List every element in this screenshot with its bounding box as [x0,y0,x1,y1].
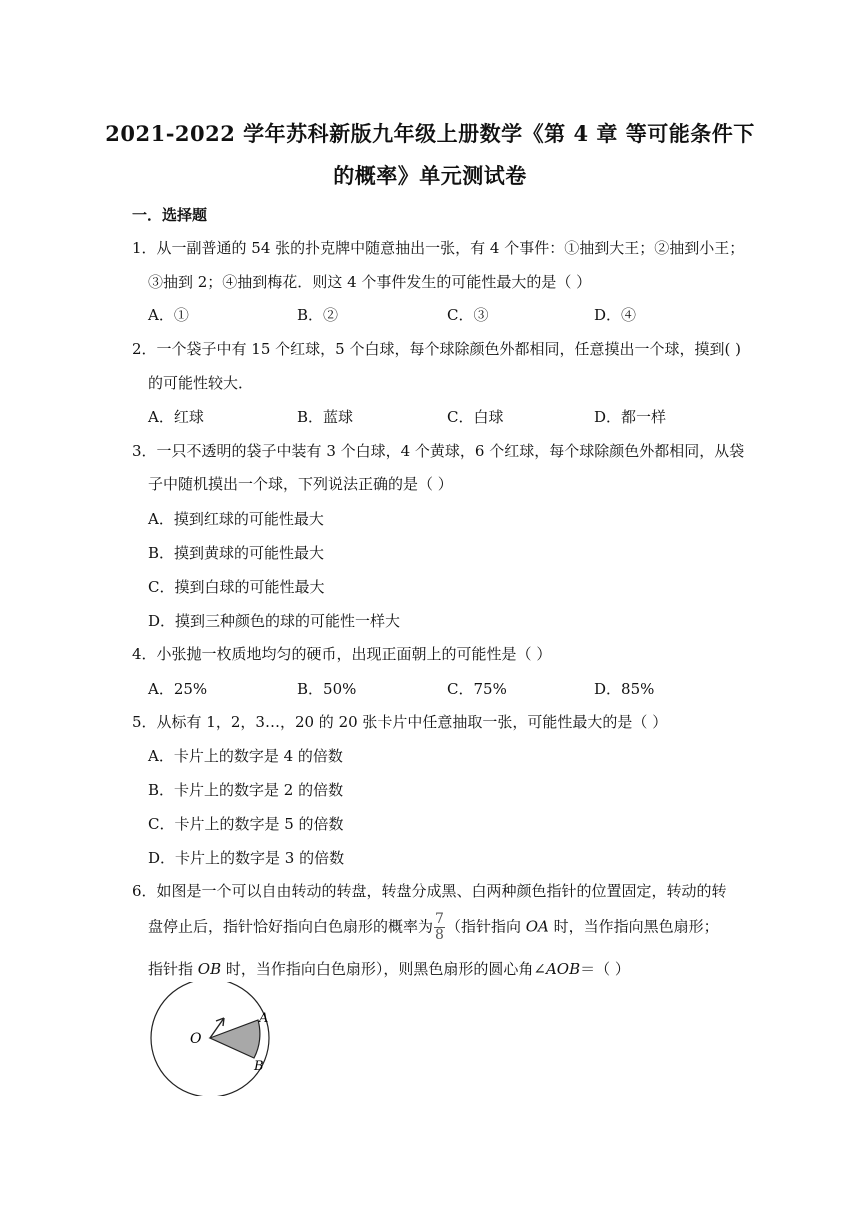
q1-option-d: D．④ [594,306,637,324]
spinner-figure [148,982,278,1096]
spinner-diagram [148,982,278,1096]
q5-option-b: B．卡片上的数字是 2 的倍数 [148,781,344,799]
q4-option-c: C．75% [447,680,507,698]
q6-line-2-text-b: （指针指向 [445,917,526,936]
q2-option-d: D．都一样 [594,408,667,426]
q6-line-2-text-a: 盘停止后，指针恰好指向白色扇形的概率为 [148,917,434,936]
q1-line-2: ③抽到 2；④抽到梅花．则这 4 个事件发生的可能性最大的是（ ） [148,273,592,291]
q2-option-b: B．蓝球 [297,408,354,426]
q2-line-2: 的可能性较大． [148,374,254,392]
q5-line-1: 5．从标有 1，2，3…，20 的 20 张卡片中任意抽取一张，可能性最大的是（ ） [132,713,668,731]
label-b: B [254,1059,264,1074]
section-heading: 一．选择题 [132,206,208,224]
label-a: A [259,1011,269,1026]
fraction-denominator: 8 [435,927,444,943]
q4-option-a: A．25% [148,680,208,698]
q4-line-1: 4．小张抛一枚质地均匀的硬币，出现正面朝上的可能性是（ ） [132,645,552,663]
q1-option-b: B．② [297,306,339,324]
label-o: O [190,1031,202,1047]
q2-option-c: C．白球 [447,408,504,426]
q2-option-a: A．红球 [148,408,204,426]
q1-option-a: A．① [148,306,189,324]
q6-line-1: 6．如图是一个可以自由转动的转盘，转盘分成黑、白两种颜色指针的位置固定，转动的转 [132,882,727,900]
probability-fraction [434,912,445,943]
segment-oa: OA [525,917,549,936]
q6-line-3-text-a: 指针指 [148,960,198,978]
q6-line-3-text-b: 时，当作指向白色扇形），则黑色扇形的圆心角∠ [221,960,546,978]
q6-line-2 [148,912,719,943]
q5-option-c: C．卡片上的数字是 5 的倍数 [148,815,344,833]
fraction-numerator: 7 [435,911,444,927]
q6-line-3 [148,958,630,979]
q3-option-a: A．摸到红球的可能性最大 [148,510,324,528]
q6-line-3-text-c: ＝（ ） [580,960,630,978]
q1-line-1: 1．从一副普通的 54 张的扑克牌中随意抽出一张，有 4 个事件：①抽到大王；②抽到小王； [132,239,745,257]
q4-option-d: D．85% [594,680,655,698]
q2-line-1: 2．一个袋子中有 15 个红球，5 个白球，每个球除颜色外都相同，任意摸出一个球，摸到( ) [132,340,741,358]
q1-option-c: C．③ [447,306,489,324]
q3-line-1: 3．一只不透明的袋子中装有 3 个白球，4 个黄球，6 个红球，每个球除颜色外都相同，从袋 [132,442,745,460]
angle-aob: AOB [545,960,581,978]
q4-option-b: B．50% [297,680,357,698]
page-title-line-1: 2021-2022 学年苏科新版九年级上册数学《第 4 章 等可能条件下 [105,121,755,146]
q5-option-a: A．卡片上的数字是 4 的倍数 [148,747,343,765]
q3-line-2: 子中随机摸出一个球，下列说法正确的是（ ） [148,475,453,493]
q6-line-2-text-c: 时，当作指向黑色扇形； [548,917,719,936]
q3-option-d: D．摸到三种颜色的球的可能性一样大 [148,612,401,630]
q3-option-c: C．摸到白球的可能性最大 [148,578,325,596]
segment-ob: OB [197,960,222,978]
page-title-line-2: 的概率》单元测试卷 [333,163,527,188]
q3-option-b: B．摸到黄球的可能性最大 [148,544,325,562]
q5-option-d: D．卡片上的数字是 3 的倍数 [148,849,345,867]
